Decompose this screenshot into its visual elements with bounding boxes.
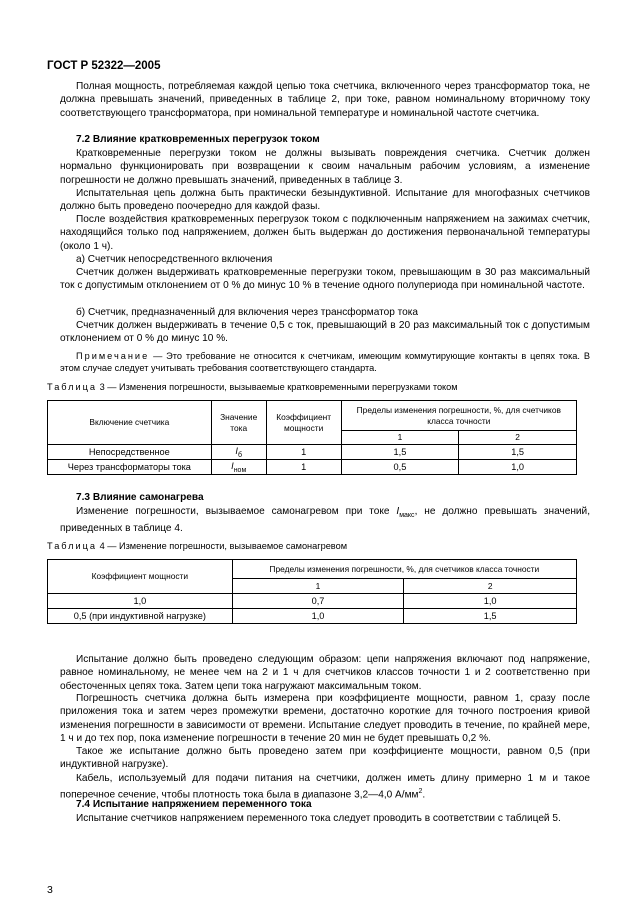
section-7-2-heading: 7.2 Влияние кратковременных перегрузок током	[76, 134, 320, 145]
table-3-cell-current: $I_{ном}$	[211, 460, 266, 475]
table-3-caption-text: 3 — Изменения погрешности, вызываемые кратковременными перегрузками током	[99, 382, 458, 392]
table-3-cell-inclusion: Непосредственное	[48, 445, 212, 460]
table-4-caption-label: Таблица	[47, 541, 98, 551]
table-4	[47, 559, 577, 624]
table-3-header-limits: Пределы изменения погрешности, %, для счетчиков класса точности	[341, 401, 576, 431]
paragraph-power-factor-05: Такое же испытание должно быть проведено затем при коэффициенте мощности, равном 0,5 (при индуктивной нагрузке).	[60, 746, 590, 771]
table-3-header-class-2: 2	[459, 431, 577, 445]
table-3-cell-inclusion: Через трансформаторы тока	[48, 460, 212, 475]
table-3-cell-class-1: 0,5	[341, 460, 459, 475]
table-4-header-class-2: 2	[404, 579, 577, 594]
table-3-cell-power-factor: 1	[266, 445, 341, 460]
paragraph-item-a-text: Счетчик должен выдерживать кратковременные перегрузки током, превышающим в 30 раз максимальный ток с допустимым отклонением от 0 % до минус 10 % в течение одного полупериода при номинальной частоте.	[60, 267, 590, 292]
table-3-header-current: Значение тока	[211, 401, 266, 445]
table-4-caption	[47, 541, 347, 551]
table-3-cell-class-2: 1,5	[459, 445, 577, 460]
table-4-header-class-1: 1	[232, 579, 404, 594]
table-3-cell-power-factor: 1	[266, 460, 341, 475]
table-4-cell-power-factor: 1,0	[48, 594, 233, 609]
note	[60, 350, 590, 375]
paragraph-overload-3: После воздействия кратковременных перегрузок током с подключенным напряжением на зажимах счетчик, находящийся только под напряжением, должен быть выдержан до достижения первоначальной температуры (около 1 ч).	[60, 214, 590, 252]
table-4-caption-text: 4 — Изменение погрешности, вызываемое самонагревом	[99, 541, 348, 551]
table-4-header-power-factor: Коэффициент мощности	[48, 560, 233, 594]
table-3-header-inclusion: Включение счетчика	[48, 401, 212, 445]
table-4-cell-class-1: 1,0	[232, 609, 404, 624]
table-row	[48, 445, 577, 460]
paragraph-item-b: б) Счетчик, предназначенный для включения через трансформатор тока	[76, 307, 419, 318]
paragraph-item-b-text: Счетчик должен выдерживать в течение 0,5 с ток, превышающий в 20 раз максимальный ток с допустимым отклонением от 0 % до минус 10 %.	[60, 320, 590, 345]
table-3-caption	[47, 382, 458, 392]
table-4-cell-class-2: 1,0	[404, 594, 577, 609]
paragraph-ac-voltage-test: Испытание счетчиков напряжением переменного тока следует проводить в соответствии с таблицей 5.	[76, 813, 561, 824]
table-3	[47, 400, 577, 475]
paragraph-item-a: а) Счетчик непосредственного включения	[76, 254, 273, 265]
paragraph-error-measurement: Погрешность счетчика должна быть измерена при коэффициенте мощности, равном 1, сразу после приложения тока и затем через промежутки времени, достаточно короткие для точного построения кривой изменения погрешности в зависимости от времени. Испытание следует проводить в течение, по крайней мере, 1 ч и до тех пор, пока изменение погрешности в течение 20 мин не будет превышать 0,2 %.	[60, 693, 590, 744]
paragraph-overload-1: Кратковременные перегрузки током не должны вызывать повреждения счетчика. Счетчик должен нормально функционировать при возвращении к своим начальным рабочим условиям, а изменение погрешности не должно превышать значений, приведенных в таблице 3.	[60, 148, 590, 186]
table-4-cell-class-1: 0,7	[232, 594, 404, 609]
note-label: Примечание	[76, 351, 150, 361]
table-row	[48, 609, 577, 624]
table-3-cell-current: $I_б$	[211, 445, 266, 460]
section-7-3-heading: 7.3 Влияние самонагрева	[76, 492, 204, 503]
table-3-caption-label: Таблица	[47, 382, 98, 392]
page-number: 3	[47, 884, 53, 896]
standard-header: ГОСТ Р 52322—2005	[47, 60, 161, 72]
table-3-header-power-factor: Коэффициент мощности	[266, 401, 341, 445]
table-3-header-class-1: 1	[341, 431, 459, 445]
table-4-cell-class-2: 1,5	[404, 609, 577, 624]
paragraph-overload-2: Испытательная цепь должна быть практически безындуктивной. Испытание для многофазных счетчиков должно быть проведено поочередно для каждой фазы.	[60, 188, 590, 213]
table-4-header-limits: Пределы изменения погрешности, %, для счетчиков класса точности	[232, 560, 576, 579]
table-row	[48, 594, 577, 609]
table-3-cell-class-1: 1,5	[341, 445, 459, 460]
table-4-cell-power-factor: 0,5 (при индуктивной нагрузке)	[48, 609, 233, 624]
table-3-cell-class-2: 1,0	[459, 460, 577, 475]
paragraph-cable: Кабель, используемый для подачи питания на счетчики, должен иметь длину примерно 1 м и такое поперечное сечение, чтобы плотность тока была в диапазоне 3,2—4,0 $А/мм^2$.	[60, 773, 590, 801]
table-row	[48, 460, 577, 475]
paragraph-power-consumption: Полная мощность, потребляемая каждой цепью тока счетчика, включенного через трансформатор тока, не должна превышать значений, приведенных в таблице 2, при токе, равном номинальному вторичному току соответствующего трансформатора, при номинальной температуре и номинальной частоте счетчика.	[60, 81, 590, 119]
section-7-4-heading: 7.4 Испытание напряжением переменного тока	[76, 799, 312, 810]
paragraph-test-procedure: Испытание должно быть проведено следующим образом: цепи напряжения включают под напряжение, равное номинальному, не менее чем на 2 и 1 ч для счетчиков классов точности 1 и 2 соответственно при обесточенных цепях тока. Затем цепи тока нагружают максимальным током.	[60, 654, 590, 692]
note-text: — Это требование не относится к счетчикам, имеющим коммутирующие контакты в цепях тока. В этом случае следует учитывать требования соответствующего стандарта.	[60, 351, 590, 374]
paragraph-self-heating: Изменение погрешности, вызываемое самонагревом при токе $I_{макс}$, не должно превышать значений, приведенных в таблице 4.	[60, 506, 590, 535]
